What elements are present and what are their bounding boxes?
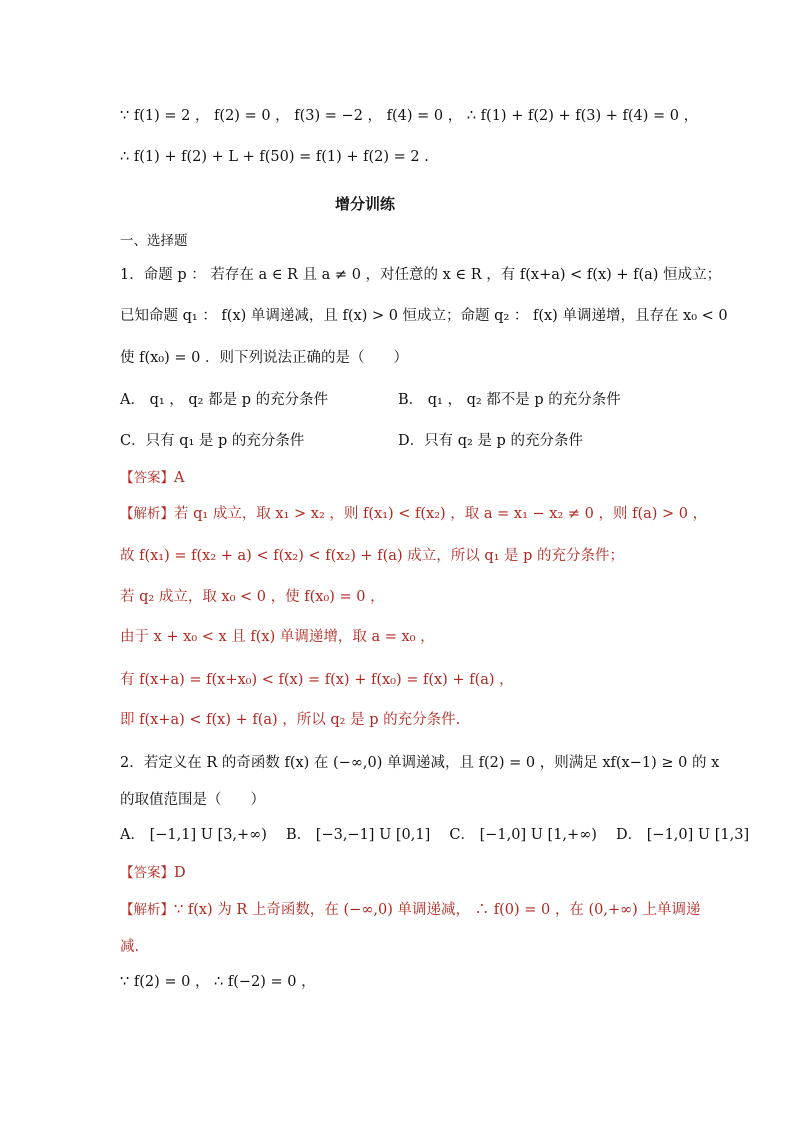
q1-stem-line-1: 1．命题 p ： 若存在 a ∈ R 且 a ≠ 0 ，对任意的 x ∈ R ，有 f(x+a) < f(x) + f(a) 恒成立； [120,267,722,283]
q1-option-c: C．只有 q₁ 是 p 的充分条件 [120,433,305,449]
q2-analysis-line-3: ∵ f(2) = 0 ， ∴ f(−2) = 0 ， [120,974,316,990]
answer-value: D [174,865,186,881]
part-heading: 一、选择题 [120,233,188,249]
q1-option-b: B． q₁ ， q₂ 都不是 p 的充分条件 [398,392,621,408]
q1-analysis-line-2: 故 f(x₁) = f(x₂ + a) < f(x₂) < f(x₂) + f(a) 成立，所以 q₁ 是 p 的充分条件； [120,548,625,564]
q2-answer-line [120,863,186,883]
q2-stem-line-1: 2．若定义在 R 的奇函数 f(x) 在 (−∞,0) 单调递减，且 f(2) = 0 ，则满足 xf(x−1) ≥ 0 的 x [120,755,720,771]
q1-analysis-line-1 [120,504,707,524]
q1-analysis-line-3: 若 q₂ 成立，取 x₀ < 0 ，使 f(x₀) = 0 ， [120,589,385,605]
q2-options: A． [−1,1] U [3,+∞) B． [−3,−1] U [0,1] C． [−1,0] U [1,+∞) D． [−1,0] U [1,3] [120,827,750,843]
q2-analysis-line-2: 减. [120,939,140,955]
analysis-tag: 【解析】 [120,902,174,918]
q2-analysis-line-1 [120,900,700,920]
q1-analysis-line-4: 由于 x + x₀ < x 且 f(x) 单调递增，取 a = x₀ ， [120,629,435,645]
answer-tag: 【答案】 [120,865,174,881]
answer-tag: 【答案】 [120,470,174,486]
q1-answer-line [120,468,184,488]
q1-option-d: D．只有 q₂ 是 p 的充分条件 [398,433,583,449]
analysis-tag: 【解析】 [120,506,174,522]
q1-stem-line-2: 已知命题 q₁ ： f(x) 单调递减，且 f(x) > 0 恒成立；命题 q₂ ： f(x) 单调递增，且存在 x₀ < 0 [120,308,728,324]
analysis-text: ∵ f(x) 为 R 上奇函数，在 (−∞,0) 单调递减， ∴ f(0) = 0 ，在 (0,+∞) 上单调递 [174,902,701,918]
q1-stem-line-3: 使 f(x₀) = 0 ．则下列说法正确的是（ ） [120,350,408,366]
answer-value: A [174,470,185,486]
q1-analysis-line-5: 有 f(x+a) = f(x+x₀) < f(x) = f(x) + f(x₀) = f(x) + f(a) ， [120,672,514,688]
q2-stem-line-2: 的取值范围是（ ） [120,792,265,808]
top-equation-line-2: ∴ f(1) + f(2) + L + f(50) = f(1) + f(2) = 2 . [120,149,429,165]
q1-analysis-line-6: 即 f(x+a) < f(x) + f(a) ，所以 q₂ 是 p 的充分条件. [120,712,461,728]
top-equation-line-1: ∵ f(1) = 2 ， f(2) = 0 ， f(3) = −2 ， f(4) = 0 ， ∴ f(1) + f(2) + f(3) + f(4) = 0 ， [120,108,699,124]
analysis-text: 若 q₁ 成立，取 x₁ > x₂ ，则 f(x₁) < f(x₂) ，取 a = x₁ − x₂ ≠ 0 ，则 f(a) > 0 ， [174,506,708,522]
section-title: 增分训练 [334,195,395,213]
q1-option-a: A． q₁ ， q₂ 都是 p 的充分条件 [120,392,329,408]
